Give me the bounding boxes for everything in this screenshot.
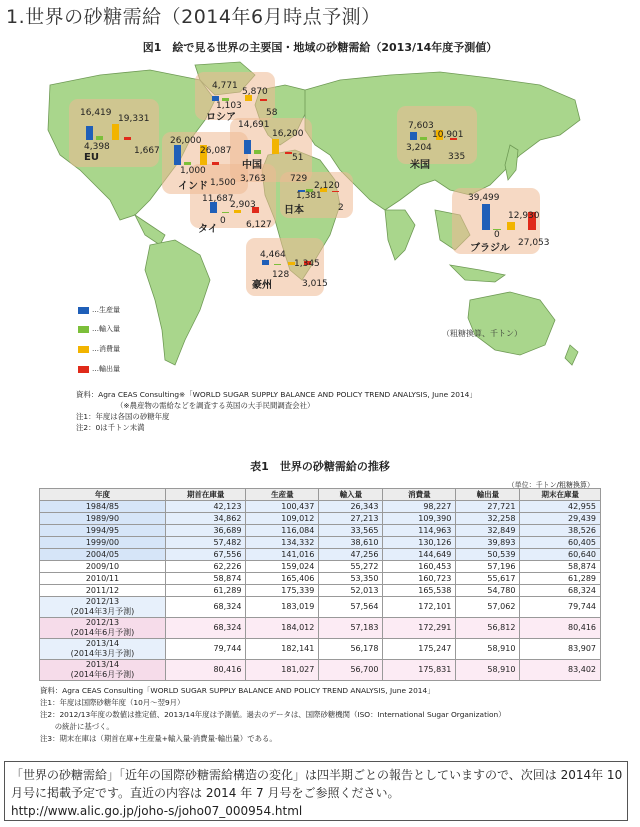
- eu-production: 16,419: [80, 108, 112, 118]
- thailand-production: 11,687: [202, 194, 234, 204]
- value-cell: 57,183: [319, 618, 383, 639]
- brazil-consumption-bar: [507, 222, 515, 230]
- value-cell: 50,539: [456, 549, 520, 561]
- china-exports: 51: [292, 153, 304, 163]
- india-production-bar: [174, 145, 181, 165]
- year-label: 2012/13: [85, 597, 120, 606]
- eu-imports-bar: [96, 136, 103, 140]
- year-label: 1984/85: [85, 502, 120, 511]
- year-label: 1994/95: [85, 526, 120, 535]
- japan-exports-bar: [332, 191, 339, 192]
- value-cell: 27,721: [456, 501, 520, 513]
- legend-label: …輸入量: [92, 325, 120, 333]
- brazil-region-label: ブラジル: [470, 243, 510, 254]
- value-cell: 56,178: [319, 639, 383, 660]
- value-cell: 114,963: [383, 525, 456, 537]
- table-unit: （単位：千トン/粗糖換算）: [507, 481, 594, 489]
- value-cell: 34,862: [165, 513, 246, 525]
- eu-consumption: 19,331: [118, 114, 150, 124]
- value-cell: 32,849: [456, 525, 520, 537]
- value-cell: 38,526: [520, 525, 601, 537]
- year-cell: [40, 618, 166, 639]
- legend-production: [78, 305, 120, 315]
- russia-region-label: ロシア: [206, 112, 236, 123]
- value-cell: 160,723: [383, 573, 456, 585]
- value-cell: 61,289: [165, 585, 246, 597]
- india-imports: 1,000: [180, 166, 206, 176]
- value-cell: 175,247: [383, 639, 456, 660]
- value-cell: 83,907: [520, 639, 601, 660]
- value-cell: 29,439: [520, 513, 601, 525]
- value-cell: 47,256: [319, 549, 383, 561]
- year-label: 1999/00: [85, 538, 120, 547]
- table-notes: [40, 685, 506, 745]
- usa-imports-bar: [420, 137, 427, 140]
- value-cell: 33,565: [319, 525, 383, 537]
- year-cell: [40, 525, 166, 537]
- india-region-label: インド: [178, 181, 208, 192]
- value-cell: 181,027: [246, 660, 319, 681]
- australia-production: 4,464: [260, 250, 286, 260]
- russia-consumption: 5,870: [242, 87, 268, 97]
- value-cell: 98,227: [383, 501, 456, 513]
- legend-swatch-red: [78, 366, 89, 373]
- col-header: 期末在庫量: [520, 489, 601, 501]
- value-cell: 172,101: [383, 597, 456, 618]
- legend-label: …消費量: [92, 345, 120, 353]
- china-imports-bar: [254, 150, 261, 154]
- china-exports-bar: [285, 152, 292, 154]
- thailand-consumption-bar: [234, 210, 241, 213]
- value-cell: 144,649: [383, 549, 456, 561]
- sugar-balance-table: [39, 488, 601, 681]
- brazil-consumption: 12,930: [508, 211, 540, 221]
- legend-imports: [78, 324, 120, 334]
- value-cell: 80,416: [165, 660, 246, 681]
- value-cell: 109,012: [246, 513, 319, 525]
- table-row: [40, 639, 601, 660]
- value-cell: 38,610: [319, 537, 383, 549]
- value-cell: 39,893: [456, 537, 520, 549]
- table-row: [40, 501, 601, 513]
- table-row: [40, 513, 601, 525]
- year-cell: [40, 561, 166, 573]
- legend-label: …生産量: [92, 306, 120, 314]
- map-unit-note: （粗糖換算、千トン）: [442, 329, 522, 338]
- year-label: 2004/05: [85, 550, 120, 559]
- source-line: 注1：年度は各国の砂糖年度: [76, 412, 170, 421]
- year-cell: [40, 501, 166, 513]
- table-row: [40, 660, 601, 681]
- value-cell: 100,437: [246, 501, 319, 513]
- footer-url-link[interactable]: http://www.alic.go.jp/joho-s/joho07_000954.html: [11, 804, 303, 818]
- value-cell: 60,405: [520, 537, 601, 549]
- value-cell: 26,343: [319, 501, 383, 513]
- year-label: 2012/13: [85, 618, 120, 627]
- table-row: [40, 618, 601, 639]
- value-cell: 67,556: [165, 549, 246, 561]
- legend-consumption: [78, 344, 120, 354]
- table-row: [40, 597, 601, 618]
- value-cell: 52,013: [319, 585, 383, 597]
- value-cell: 68,324: [520, 585, 601, 597]
- year-label: 2013/14: [85, 639, 120, 648]
- year-cell: [40, 549, 166, 561]
- value-cell: 58,910: [456, 660, 520, 681]
- value-cell: 57,564: [319, 597, 383, 618]
- value-cell: 182,141: [246, 639, 319, 660]
- value-cell: 160,453: [383, 561, 456, 573]
- value-cell: 175,831: [383, 660, 456, 681]
- source-line: （※農産物の需給などを調査する英国の大手民間調査会社）: [116, 401, 315, 410]
- value-cell: 183,019: [246, 597, 319, 618]
- value-cell: 159,024: [246, 561, 319, 573]
- japan-consumption: 2,120: [314, 181, 340, 191]
- col-header: 期首在庫量: [165, 489, 246, 501]
- year-cell: [40, 513, 166, 525]
- value-cell: 165,406: [246, 573, 319, 585]
- legend-label: …輸出量: [92, 365, 120, 373]
- figure-source: [76, 389, 477, 433]
- page-title: 1.世界の砂糖需給（2014年6月時点予測）: [6, 6, 381, 28]
- value-cell: 42,955: [520, 501, 601, 513]
- value-cell: 165,538: [383, 585, 456, 597]
- year-sub-label: (2014年3月予測): [70, 649, 135, 658]
- china-imports: 3,763: [240, 174, 266, 184]
- source-line: 注2：0は千トン未満: [76, 423, 145, 432]
- japan-exports: 2: [338, 203, 344, 213]
- india-exports-bar: [212, 162, 219, 165]
- footer-text: 「世界の砂糖需給」「近年の国際砂糖需給構造の変化」は四半期ごとの報告としていますので、次回は 2014年 10 月号に掲載予定です。直近の内容は 2014 年 7 月号をご参照ください。: [11, 768, 623, 800]
- year-cell: [40, 597, 166, 618]
- table-row: [40, 549, 601, 561]
- eu-exports: 1,667: [134, 146, 160, 156]
- year-label: 2010/11: [85, 574, 120, 583]
- brazil-production: 39,499: [468, 193, 500, 203]
- china-consumption: 16,200: [272, 129, 304, 139]
- value-cell: 42,123: [165, 501, 246, 513]
- year-cell: [40, 639, 166, 660]
- value-cell: 57,196: [456, 561, 520, 573]
- eu-consumption-bar: [112, 124, 119, 140]
- usa-imports: 3,204: [406, 143, 432, 153]
- russia-exports-bar: [260, 99, 267, 101]
- value-cell: 130,126: [383, 537, 456, 549]
- year-sub-label: (2014年3月予測): [70, 607, 135, 616]
- value-cell: 83,402: [520, 660, 601, 681]
- brazil-production-bar: [482, 204, 490, 230]
- australia-imports: 128: [272, 270, 290, 280]
- legend-swatch-yellow: [78, 346, 89, 353]
- value-cell: 57,482: [165, 537, 246, 549]
- value-cell: 57,062: [456, 597, 520, 618]
- year-cell: [40, 585, 166, 597]
- australia-exports: 3,015: [302, 279, 328, 289]
- table-note: 注3：期末在庫は（期首在庫+生産量+輸入量-消費量-輸出量）である。: [40, 734, 277, 743]
- value-cell: 172,291: [383, 618, 456, 639]
- value-cell: 58,874: [165, 573, 246, 585]
- table-row: [40, 573, 601, 585]
- china-consumption-bar: [272, 139, 279, 154]
- legend-exports: [78, 364, 120, 374]
- figure-title: 図1 絵で見る世界の主要国・地域の砂糖需給（2013/14年度予測値）: [142, 41, 498, 54]
- value-cell: 55,617: [456, 573, 520, 585]
- india-exports: 1,500: [210, 178, 236, 188]
- brazil-exports: 27,053: [518, 238, 550, 248]
- value-cell: 68,324: [165, 597, 246, 618]
- usa-exports: 335: [448, 152, 466, 162]
- value-cell: 60,640: [520, 549, 601, 561]
- table-title: 表1 世界の砂糖需給の推移: [250, 460, 390, 473]
- table-row: [40, 537, 601, 549]
- value-cell: 80,416: [520, 618, 601, 639]
- value-cell: 175,339: [246, 585, 319, 597]
- value-cell: 134,332: [246, 537, 319, 549]
- year-label: 2009/10: [85, 562, 120, 571]
- australia-consumption: 1,345: [294, 259, 320, 269]
- china-production-bar: [244, 140, 251, 154]
- col-header: 消費量: [383, 489, 456, 501]
- australia-production-bar: [262, 260, 269, 265]
- table-row: [40, 525, 601, 537]
- table-note: 注2：2012/13年度の数値は推定値、2013/14年度は予測値。過去のデータは、国際砂糖機関（ISO：International Sugar Organization）: [40, 710, 506, 719]
- india-production: 26,000: [170, 136, 202, 146]
- legend-swatch-blue: [78, 307, 89, 314]
- table-row: [40, 585, 601, 597]
- russia-exports: 58: [266, 108, 278, 118]
- japan-production: 729: [290, 174, 308, 184]
- value-cell: 32,258: [456, 513, 520, 525]
- col-header: 年度: [40, 489, 166, 501]
- value-cell: 61,289: [520, 573, 601, 585]
- year-label: 1989/90: [85, 514, 120, 523]
- year-sub-label: (2014年6月予測): [70, 670, 135, 679]
- eu-exports-bar: [124, 137, 131, 140]
- japan-imports: 1,381: [296, 191, 322, 201]
- australia-imports-bar: [274, 264, 281, 265]
- value-cell: 58,874: [520, 561, 601, 573]
- thailand-imports-bar: [222, 212, 229, 213]
- value-cell: 56,812: [456, 618, 520, 639]
- col-header: 輸入量: [319, 489, 383, 501]
- source-line: 資料：Agra CEAS Consulting※「WORLD SUGAR SUPPLY BALANCE AND POLICY TREND ANALYSIS, June 2014」: [76, 390, 477, 399]
- year-cell: [40, 660, 166, 681]
- footer-notice-box: [4, 761, 628, 821]
- value-cell: 62,226: [165, 561, 246, 573]
- eu-region-label: EU: [84, 152, 99, 163]
- value-cell: 79,744: [520, 597, 601, 618]
- russia-imports: 1,103: [216, 101, 242, 111]
- value-cell: 54,780: [456, 585, 520, 597]
- value-cell: 68,324: [165, 618, 246, 639]
- value-cell: 109,390: [383, 513, 456, 525]
- brazil-imports: 0: [494, 230, 500, 240]
- year-sub-label: (2014年6月予測): [70, 628, 135, 637]
- thailand-consumption: 2,903: [230, 200, 256, 210]
- usa-region-label: 米国: [410, 160, 430, 171]
- thailand-imports: 0: [220, 216, 226, 226]
- value-cell: 79,744: [165, 639, 246, 660]
- russia-production: 4,771: [212, 81, 238, 91]
- eu-imports: 4,398: [84, 142, 110, 152]
- value-cell: 116,084: [246, 525, 319, 537]
- year-cell: [40, 573, 166, 585]
- table-row: [40, 561, 601, 573]
- usa-production: 7,603: [408, 121, 434, 131]
- japan-region-label: 日本: [284, 205, 304, 216]
- value-cell: 184,012: [246, 618, 319, 639]
- table-header-row: [40, 489, 601, 501]
- table-note: 資料：Agra CEAS Consulting「WORLD SUGAR SUPPLY BALANCE AND POLICY TREND ANALYSIS, June 2014」: [40, 686, 435, 695]
- india-consumption: 26,087: [200, 146, 232, 156]
- eu-production-bar: [86, 126, 93, 140]
- usa-consumption: 10,901: [432, 130, 464, 140]
- value-cell: 141,016: [246, 549, 319, 561]
- year-cell: [40, 537, 166, 549]
- india-imports-bar: [184, 162, 191, 165]
- value-cell: 36,689: [165, 525, 246, 537]
- table-note: の統計に基づく。: [40, 722, 114, 731]
- year-label: 2013/14: [85, 660, 120, 669]
- australia-region-label: 豪州: [252, 280, 272, 291]
- usa-production-bar: [410, 132, 417, 140]
- table-note: 注1：年度は国際砂糖年度（10月～翌9月）: [40, 698, 185, 707]
- legend-swatch-green: [78, 326, 89, 333]
- thailand-region-label: タイ: [198, 224, 218, 235]
- china-region-label: 中国: [242, 160, 262, 171]
- value-cell: 53,350: [319, 573, 383, 585]
- thailand-exports: 6,127: [246, 220, 272, 230]
- value-cell: 55,272: [319, 561, 383, 573]
- year-label: 2011/12: [85, 586, 120, 595]
- value-cell: 27,213: [319, 513, 383, 525]
- value-cell: 56,700: [319, 660, 383, 681]
- col-header: 生産量: [246, 489, 319, 501]
- value-cell: 58,910: [456, 639, 520, 660]
- china-production: 14,691: [238, 120, 270, 130]
- col-header: 輸出量: [456, 489, 520, 501]
